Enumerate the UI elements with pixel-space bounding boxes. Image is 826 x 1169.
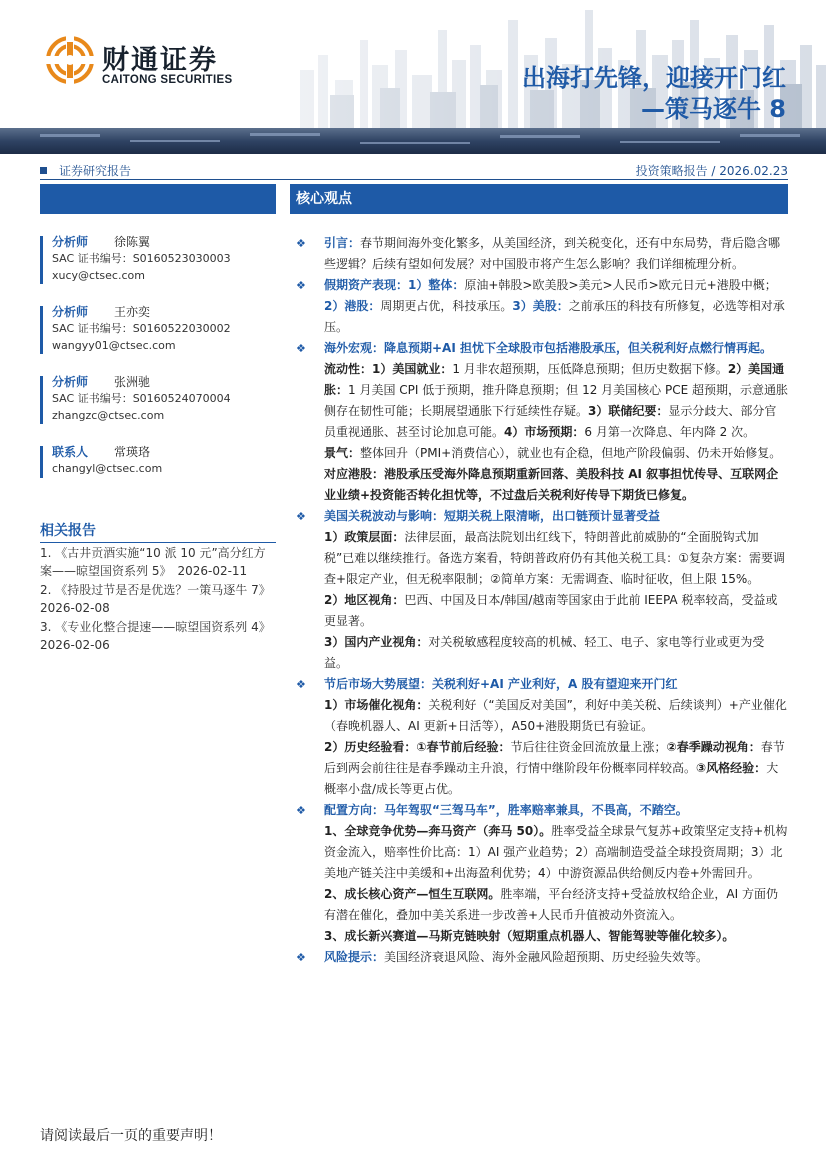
contact-name: 常瑛珞 — [114, 445, 151, 459]
contact-card — [40, 444, 276, 478]
analyst-email[interactable]: wangyy01@ctsec.com — [52, 338, 176, 352]
square-bullet-icon — [40, 167, 47, 174]
sidebar-header-bar — [40, 184, 276, 214]
analyst-sac: SAC 证书编号：S0160523030003 — [52, 252, 231, 265]
analyst-card — [40, 234, 276, 284]
diamond-bullet-icon: ❖ — [296, 678, 306, 691]
analyst-name: 王亦奕 — [114, 305, 151, 319]
related-reports-title: 相关报告 — [40, 520, 276, 543]
analyst-name: 张洲驰 — [114, 375, 151, 389]
contact-email[interactable]: changyl@ctsec.com — [52, 462, 163, 475]
diamond-bullet-icon: ❖ — [296, 804, 306, 817]
report-header — [0, 0, 826, 158]
related-report-link[interactable]: 2. 《持股过节是否是优选？一策马逐牛 7》 2026-02-08 — [40, 583, 271, 615]
contact-role: 联系人 — [52, 445, 89, 459]
sidebar — [40, 184, 276, 478]
diamond-bullet-icon: ❖ — [296, 279, 306, 292]
core-views-heading: 核心观点 — [290, 184, 788, 214]
analyst-name: 徐陈翼 — [114, 235, 151, 249]
brand-name-en: CAITONG SECURITIES — [102, 74, 233, 86]
analyst-card — [40, 304, 276, 354]
diamond-bullet-icon: ❖ — [296, 951, 306, 964]
related-report-link[interactable]: 1. 《古井贡酒实施“10 派 10 元”高分红方案——晾望国资系列 5》 2026-02-11 — [40, 546, 266, 578]
diamond-bullet-icon: ❖ — [296, 510, 306, 523]
core-views-section — [290, 184, 788, 214]
core-views-body — [290, 233, 788, 968]
report-title: 出海打先锋，迎接开门红 — [522, 64, 786, 92]
logo-emblem-icon — [46, 36, 94, 84]
holiday-assets-paragraph: ❖ 假期资产表现：1）整体：原油+韩股>欧美股>美元>人民币>欧元日元+港股中概；2）港股：周期更占优，科技承压。3）美股：之前承压的科技有所修复，必选等相对承压。 — [290, 275, 788, 338]
analyst-sac: SAC 证书编号：S0160522030002 — [52, 322, 231, 335]
analyst-role: 分析师 — [52, 375, 89, 389]
analyst-role: 分析师 — [52, 235, 89, 249]
analyst-email[interactable]: xucy@ctsec.com — [52, 268, 145, 282]
company-logo — [46, 36, 246, 92]
report-meta-bar — [40, 160, 788, 180]
allocation-paragraph: ❖ 配置方向：马年驾驭“三驾马车”，胜率赔率兼具，不畏高，不踏空。 1、全球竞争优势—奔马资产（奔马 50）。胜率受益全球景气复苏+政策坚定支持+机构资金流入，赔率性价比高：1）AI 强产业趋势；2）高端制造受益全球投资周期；3）北美地产链关注中美缓和+出海盈利优势；4）中游资源品供给侧反内卷+外需回升。 2、成长核心资产—恒生互联网。胜率端，平台经济支持+受益放权给企业，AI 方面仍有潜在催化，叠加中美关系进一步改善+人民币升值被动外资流入。 3、成长新兴赛道—马斯克链映射（短期重点机器人、智能驾驶等催化较多）。 — [290, 800, 788, 947]
report-type-date: 投资策略报告 / 2026.02.23 — [635, 164, 788, 178]
brand-name-cn: 财通证券 — [102, 45, 218, 76]
report-category: 证券研究报告 — [59, 164, 132, 178]
disclaimer-notice: 请阅读最后一页的重要声明！ — [40, 1128, 222, 1144]
analyst-role: 分析师 — [52, 305, 89, 319]
analyst-card — [40, 374, 276, 424]
related-reports — [40, 520, 276, 654]
macro-paragraph: ❖ 海外宏观：降息预期+AI 担忧下全球股市包括港股承压，但关税利好点燃行情再起。 流动性：1）美国就业：1 月非农超预期，压低降息预期；但历史数据下修。2）美国通胀：1 月美国 CPI 低于预期，推升降息预期；但 12 月美国核心 PCE 超预期，示意通胀侧存在韧性可能；长期展望通胀下行延续性存疑。3）联储纪要：显示分歧大、部分官员重视通胀、甚至讨论加息可能。4）市场预期：6 月第一次降息、年内降 2 次。 景气：整体回升（PMI+消费信心），就业也有企稳，但地产阶段偏弱、仍未开始修复。 对应港股：港股承压受海外降息预期重新回落、美股科技 AI 叙事担忧传导、互联网企业业绩+投资能否转化担忧等，不过盘后关税利好传导下期货已修复。 — [290, 338, 788, 506]
tariff-paragraph: ❖ 美国关税波动与影响：短期关税上限清晰，出口链预计显著受益 1）政策层面：法律层面，最高法院划出红线下，特朗普此前威胁的“全面脱钩式加税”已难以继续推行。备选方案看，特朗普政府仍有其他关税工具：①复杂方案：需要调查+限定产业，但无税率限制；②简单方案：无需调查、临时征收，但上限 15%。 2）地区视角：巴西、中国及日本/韩国/越南等国家由于此前 IEEPA 税率较高，受益或更显著。 3）国内产业视角：对关税敏感程度较高的机械、轻工、电子、家电等行业或更为受益。 — [290, 506, 788, 674]
analyst-sac: SAC 证书编号：S0160524070004 — [52, 392, 231, 405]
diamond-bullet-icon: ❖ — [296, 237, 306, 250]
divider — [40, 179, 788, 180]
diamond-bullet-icon: ❖ — [296, 342, 306, 355]
outlook-paragraph: ❖ 节后市场大势展望：关税利好+AI 产业利好，A 股有望迎来开门红 1）市场催化视角：关税利好（“美国反对美国”，利好中美关税、后续谈判）+产业催化（春晚机器人、AI 更新+日活等），A50+港股期货已有验证。 2）历史经验看：①春节前后经验：节后往往资金回流放量上涨；②春季躁动视角：春节后到两会前往往是春季躁动主升浪，行情中继阶段年份概率同样较高。③风格经验：大概率小盘/成长等更占优。 — [290, 674, 788, 800]
analyst-email[interactable]: zhangzc@ctsec.com — [52, 408, 165, 422]
risk-paragraph: ❖ 风险提示：美国经济衰退风险、海外金融风险超预期、历史经验失效等。 — [290, 947, 788, 968]
intro-paragraph: ❖ 引言：春节期间海外变化繁多，从美国经济，到关税变化，还有中东局势，背后隐含哪些逻辑？后续有望如何发展？对中国股市将产生怎么影响？我们详细梳理分析。 — [290, 233, 788, 275]
report-subtitle: —策马逐牛 8 — [640, 95, 786, 123]
related-report-link[interactable]: 3. 《专业化整合提速——晾望国资系列 4》 2026-02-06 — [40, 620, 271, 652]
